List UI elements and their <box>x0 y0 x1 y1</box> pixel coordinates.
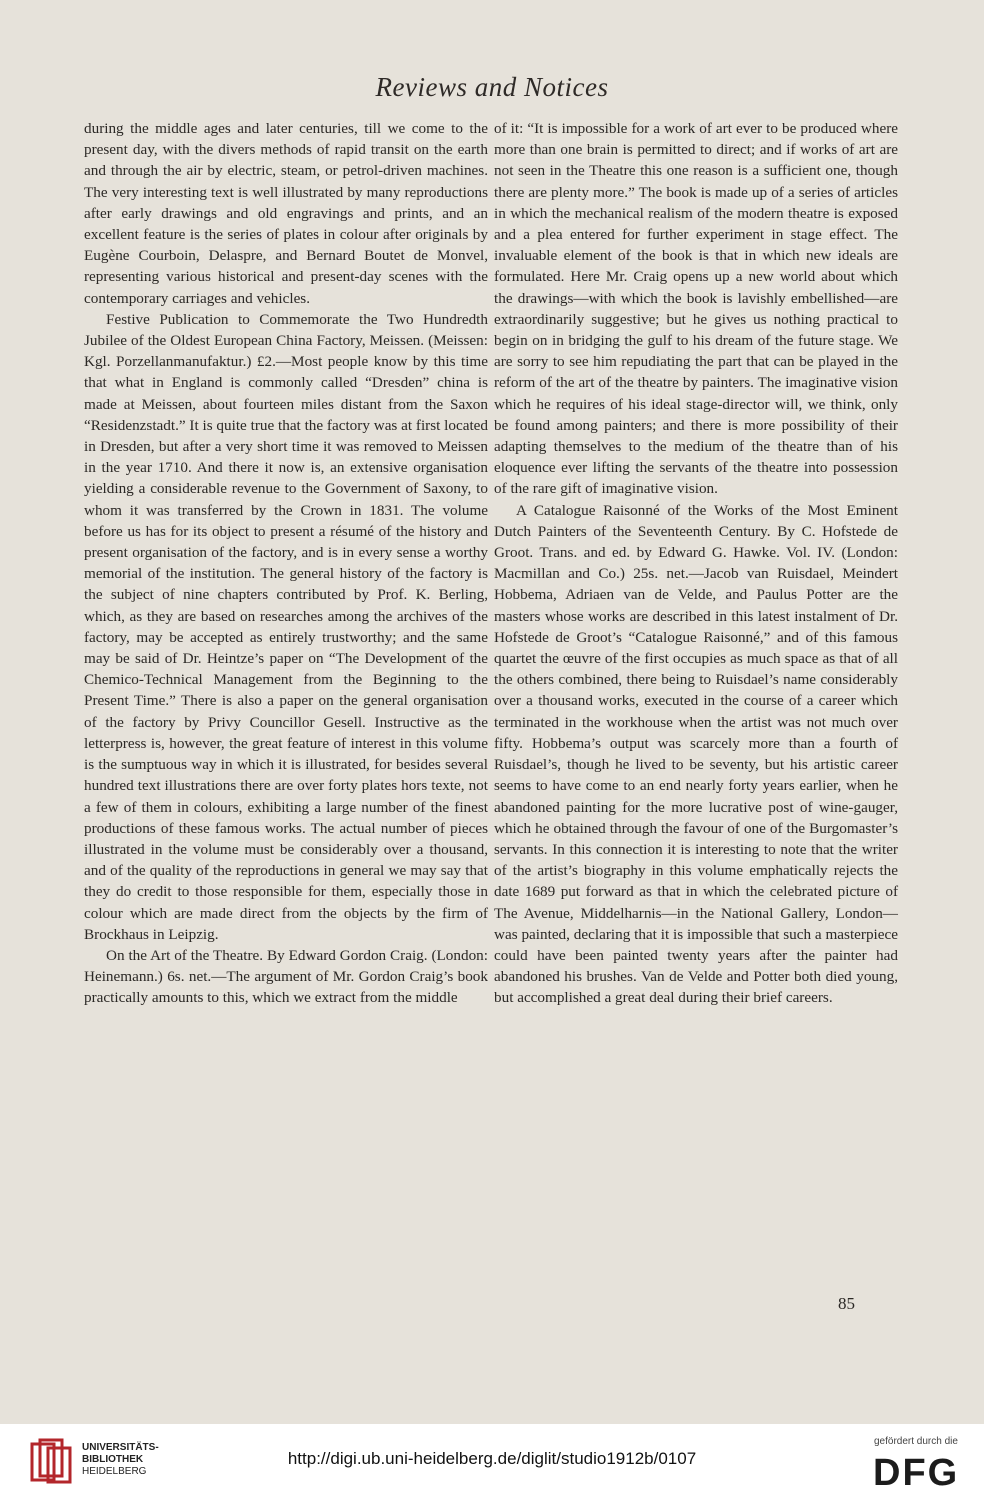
library-name: UNIVERSITÄTS- BIBLIOTHEK HEIDELBERG <box>82 1442 159 1477</box>
funded-by-label: gefördert durch die <box>874 1436 958 1447</box>
page-number: 85 <box>838 1294 855 1313</box>
paragraph: On the Art of the Theatre. By Edward Gordon Craig. (London: Heinemann.) 6s. net.—The argument of Mr. Gordon Craig’s book practically amounts to this, which we extract from the middle <box>84 946 488 1007</box>
paragraph: A Catalogue Raisonné of the Works of the Most Eminent Dutch Painters of the Seventeenth Century. By C. Hofstede de Groot. Trans. and ed. by Edward G. Hawke. Vol. IV. (London: Macmillan and Co.) 25s. net.—Jacob van Ruisdael, Meindert Hobbema, Adriaen van de Velde, and Paulus Potter are the masters whose works are described in this latest instalment of Dr. Hofstede de Groot’s “Catalogue Raisonné,” and of this famous quartet the œuvre of the first occupies as much space as that of all the others combined, there being to Ruisdael’s name considerably over a thousand works, executed in the course of a career which terminated in the workhouse when the artist was not much over fifty. Hobbema’s output was scarcely more than a fourth of Ruisdael’s, though he lived to be seventy, but his artistic career seems to have come to an end nearly forty years earlier, when he abandoned painting for the more lucrative post of wine-gauger, which he obtained through the favour of one of the Burgomaster’s servants. In this connection it is interesting to note that the writer of the artist’s biography in this volume emphatically rejects the date 1689 put forward as that in which the celebrated picture of The Avenue, Middelharnis—in the National Gallery, London—was painted, declaring that it is impossible that such a masterpiece could have been painted twenty years after the painter had abandoned his brushes. Van de Velde and Potter both died young, but accomplished a great deal during their brief careers. <box>494 501 898 1007</box>
right-column <box>494 118 898 1009</box>
paragraph: of it: “It is impossible for a work of art ever to be produced where more than one brain is permitted to direct; and if works of art are not seen in the Theatre this one reason is a sufficient one, though there are plenty more.” The book is made up of a series of articles in which the mechanical realism of the modern theatre is exposed and a plea entered for further experiment in stage effect. The invaluable element of the book is that in which new ideals are formulated. Here Mr. Craig opens up a new world about which the drawings—with which the book is lavishly embellished—are extraordinarily suggestive; but he gives us nothing practical to begin on in bridging the gulf to his dream of the future stage. We are sorry to see him repudiating the part that can be played in the reform of the art of the theatre by painters. The imaginative vision which he requires of his ideal stage-director will, we think, only be found among painters; and there is more possibility of their adapting themselves to the medium of the theatre than of his eloquence ever lifting the servants of the theatre into possession of the rare gift of imaginative vision. <box>494 120 898 498</box>
running-head: Reviews and Notices <box>375 72 609 102</box>
permalink-url[interactable]: http://digi.ub.uni-heidelberg.de/diglit/studio1912b/0107 <box>287 1449 697 1468</box>
paragraph: during the middle ages and later centuries, till we come to the present day, with the divers methods of rapid transit on the earth and through the air by electric, steam, or petrol-driven machines. The very interesting text is well illustrated by many reproductions after early drawings and old engravings and prints, and an excellent feature is the series of plates in colour after originals by Eugène Courboin, Delaspre, and Bernard Boutet de Monvel, representing various historical and present-day scenes with the contemporary carriages and vehicles. <box>84 120 488 307</box>
paragraph: Festive Publication to Commemorate the Two Hundredth Jubilee of the Oldest European China Factory, Meissen. (Meissen: Kgl. Porzellanmanufaktur.) £2.—Most people know by this time that what in England is commonly called “Dresden” china is made at Meissen, about fourteen miles distant from the Saxon “Residenzstadt.” It is quite true that the factory was at first located in Dresden, but after a very short time it was removed to Meissen in the year 1710. And there it now is, an extensive organisation yielding a considerable revenue to the Government of Saxony, to whom it was transferred by the Crown in 1831. The volume before us has for its object to present a résumé of the history and present organisation of the factory, and is in every sense a worthy memorial of the institution. The general history of the factory is the subject of nine chapters contributed by Prof. K. Berling, which, as they are based on researches among the archives of the factory, may be accepted as entirely trustworthy; and the same may be said of Dr. Heintze’s paper on “The Development of the Chemico-Technical Management from the Beginning to the Present Time.” There is also a paper on the general organisation of the factory by Privy Councillor Gesell. Instructive as the letterpress is, however, the great feature of interest in this volume is the sumptuous way in which it is illustrated, for besides several hundred text illustrations there are over forty plates hors texte, not a few of them in colours, exhibiting a large number of the finest productions of these famous works. The actual number of pieces illustrated in the volume must be considerably over a thousand, and of the quality of the reproductions in general we may say that they do credit to those responsible for them, especially those in colour which are made direct from the objects by the firm of Brockhaus in Leipzig. <box>84 310 489 943</box>
left-column <box>84 118 488 1009</box>
dfg-logo: DFG <box>873 1452 960 1494</box>
digitization-footer <box>0 1424 984 1505</box>
